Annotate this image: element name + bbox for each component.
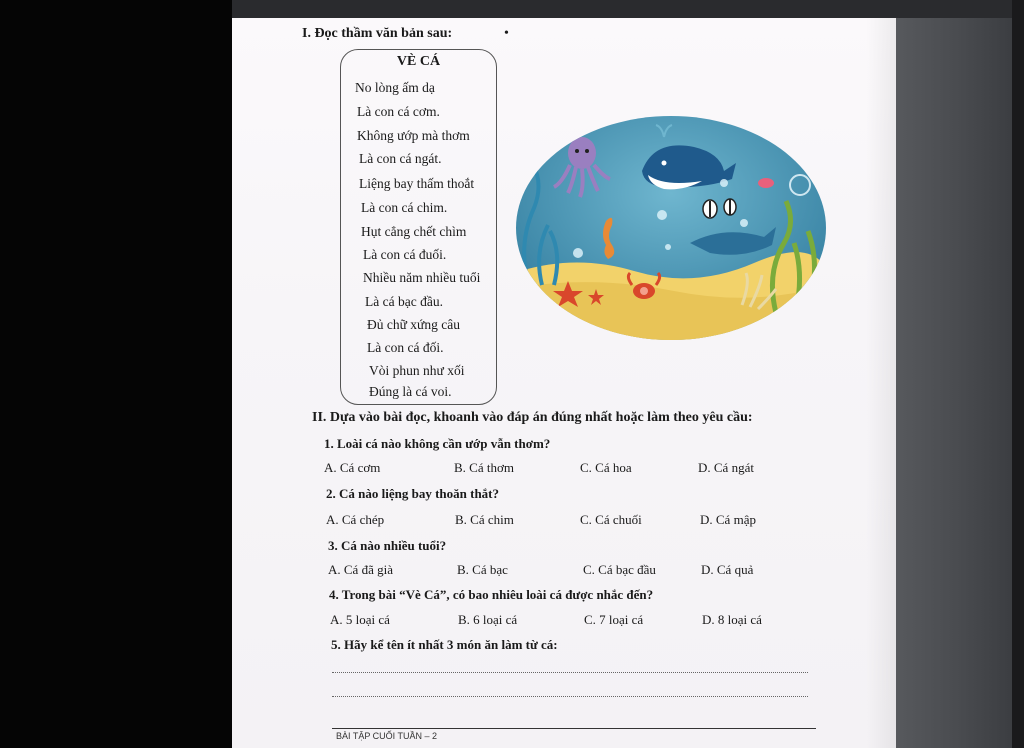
option-2c[interactable]: C. Cá chuối	[580, 512, 642, 527]
footer-label: BÀI TẬP CUỐI TUẦN – 2	[336, 731, 438, 741]
poem-line: Liệng bay thấm thoắt	[359, 176, 475, 191]
underwater-illustration	[514, 113, 828, 343]
question-3: 3. Cá nào nhiều tuổi?	[328, 538, 447, 553]
poem-line: Nhiều năm nhiều tuổi	[363, 270, 481, 285]
question-5: 5. Hãy kể tên ít nhất 3 món ăn làm từ cá:	[331, 637, 558, 652]
poem-line: Là con cá chim.	[361, 200, 448, 215]
question-4: 4. Trong bài “Vè Cá”, có bao nhiêu loài cá được nhắc đến?	[329, 587, 654, 602]
option-1b[interactable]: B. Cá thơm	[454, 460, 514, 475]
option-4a[interactable]: A. 5 loại cá	[330, 612, 390, 627]
option-1d[interactable]: D. Cá ngát	[698, 460, 754, 475]
jellyfish-icon	[758, 178, 774, 188]
option-2d[interactable]: D. Cá mập	[700, 512, 756, 527]
poem-line: No lòng ấm dạ	[355, 80, 435, 95]
poem-line: Là con cá cơm.	[357, 104, 440, 119]
poem-box	[340, 49, 497, 405]
option-1c[interactable]: C. Cá hoa	[580, 460, 632, 475]
poem-title: VÈ CÁ	[396, 54, 441, 69]
stray-dot: •	[504, 26, 509, 41]
option-2b[interactable]: B. Cá chim	[455, 512, 514, 527]
option-1a[interactable]: A. Cá cơm	[324, 460, 381, 475]
poem-line: Đủ chữ xứng câu	[367, 317, 460, 332]
footer-rule	[332, 728, 816, 729]
poem-line: Là con cá đuối.	[363, 247, 447, 262]
worksheet-page	[232, 18, 896, 748]
option-3d[interactable]: D. Cá quả	[701, 562, 754, 577]
question-1: 1. Loài cá nào không cần ướp vẫn thơm?	[324, 436, 551, 451]
answer-line[interactable]	[332, 696, 808, 697]
poem-line: Hụt cẳng chết chìm	[361, 224, 467, 239]
option-4c[interactable]: C. 7 loại cá	[584, 612, 644, 627]
question-2: 2. Cá nào liệng bay thoăn thắt?	[326, 486, 499, 501]
poem-line: Không ướp mà thơm	[357, 128, 470, 143]
poem-line: Là cá bạc đầu.	[365, 294, 443, 309]
option-3a[interactable]: A. Cá đã già	[328, 562, 393, 577]
option-4b[interactable]: B. 6 loại cá	[458, 612, 518, 627]
poem-line: Vòi phun như xối	[369, 363, 465, 378]
section2-heading: II. Dựa vào bài đọc, khoanh vào đáp án đúng nhất hoặc làm theo yêu cầu:	[312, 410, 753, 425]
background-edge	[1012, 0, 1024, 748]
option-2a[interactable]: A. Cá chép	[326, 512, 385, 527]
poem-line: Là con cá ngát.	[359, 151, 442, 166]
section1-heading: I. Đọc thầm văn bản sau:	[302, 26, 453, 41]
answer-line[interactable]	[332, 672, 808, 673]
poem-line: Là con cá đối.	[367, 340, 444, 355]
poem-line: Đúng là cá voi.	[369, 384, 452, 399]
option-4d[interactable]: D. 8 loại cá	[702, 612, 762, 627]
option-3b[interactable]: B. Cá bạc	[457, 562, 508, 577]
option-3c[interactable]: C. Cá bạc đầu	[583, 562, 656, 577]
